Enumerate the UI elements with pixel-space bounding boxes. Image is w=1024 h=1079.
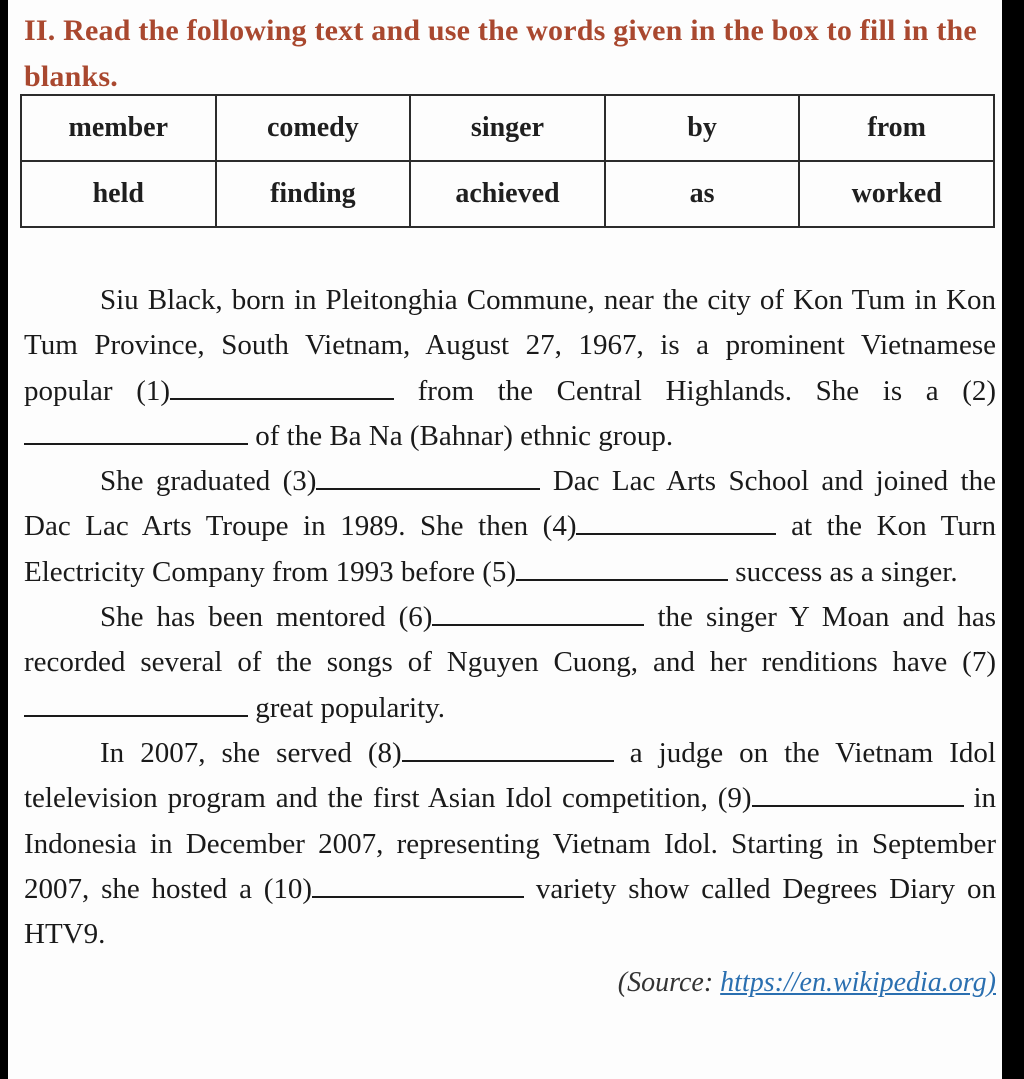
- word-box-row: [21, 95, 994, 161]
- passage-text: Dac Lac Arts School and joined the Dac Lac Arts Troupe in 1989. She then (4): [24, 465, 996, 543]
- source-label: (Source:: [617, 967, 714, 999]
- source-link[interactable]: https://en.wikipedia.org): [720, 967, 996, 999]
- passage-text: success as a singer.: [735, 555, 958, 588]
- blank-1[interactable]: [170, 373, 394, 400]
- passage-text: Siu Black, born in Pleitonghia Commune, near the city of Kon Tum in Kon Tum Province, South Vietnam, August 27, 1967, is a prominent Vietnamese popular (1): [24, 284, 996, 407]
- left-dark-edge: [0, 0, 8, 1079]
- passage-text: in Indonesia in December 2007, representing Vietnam Idol. Starting in September 2007, she hosted a (10): [24, 782, 996, 905]
- word-cell: as: [605, 161, 800, 227]
- blank-6[interactable]: [432, 599, 644, 626]
- word-cell: achieved: [410, 161, 605, 227]
- paragraph-1: [24, 278, 996, 459]
- passage-text: She has been mentored (6): [100, 601, 433, 634]
- word-cell: from: [799, 95, 994, 161]
- passage-text: a judge on the Vietnam Idol telelevision program and the first Asian Idol competition, (9): [24, 736, 996, 815]
- word-cell: singer: [410, 95, 605, 161]
- passage-text: great popularity.: [255, 691, 446, 724]
- word-cell: comedy: [216, 95, 411, 161]
- blank-10[interactable]: [312, 871, 524, 898]
- blank-8[interactable]: [402, 735, 614, 762]
- exercise-heading: II. Read the following text and use the words given in the box to fill in the blanks.: [24, 14, 977, 93]
- blank-5[interactable]: [516, 554, 728, 581]
- passage-text: of the Ba Na (Bahnar) ethnic group.: [255, 419, 674, 452]
- passage-text: at the Kon Turn Electricity Company from 1993 before (5): [24, 510, 996, 588]
- right-dark-edge: [1002, 0, 1024, 1079]
- passage-text: the singer Y Moan and has recorded several of the songs of Nguyen Cuong, and her renditions have (7): [24, 601, 997, 679]
- passage-text: variety show called Degrees Diary on HTV9.: [24, 872, 996, 951]
- word-box-row: [21, 161, 994, 227]
- word-cell: by: [605, 95, 800, 161]
- word-box-table: [20, 94, 995, 228]
- source-citation: [24, 963, 996, 1003]
- blank-9[interactable]: [752, 780, 964, 807]
- paragraph-2: [24, 459, 996, 595]
- word-cell: worked: [799, 161, 994, 227]
- passage-text: In 2007, she served (8): [100, 736, 402, 769]
- blank-4[interactable]: [576, 508, 776, 535]
- word-cell: held: [21, 161, 216, 227]
- paragraph-4: [24, 731, 996, 957]
- paragraph-3: [24, 595, 996, 731]
- blank-2[interactable]: [24, 418, 248, 445]
- word-cell: member: [21, 95, 216, 161]
- word-cell: finding: [216, 161, 411, 227]
- reading-passage: [24, 278, 996, 1003]
- passage-text: She graduated (3): [100, 465, 317, 498]
- blank-3[interactable]: [316, 463, 540, 490]
- passage-text: from the Central Highlands. She is a (2): [417, 374, 997, 407]
- blank-7[interactable]: [24, 690, 248, 717]
